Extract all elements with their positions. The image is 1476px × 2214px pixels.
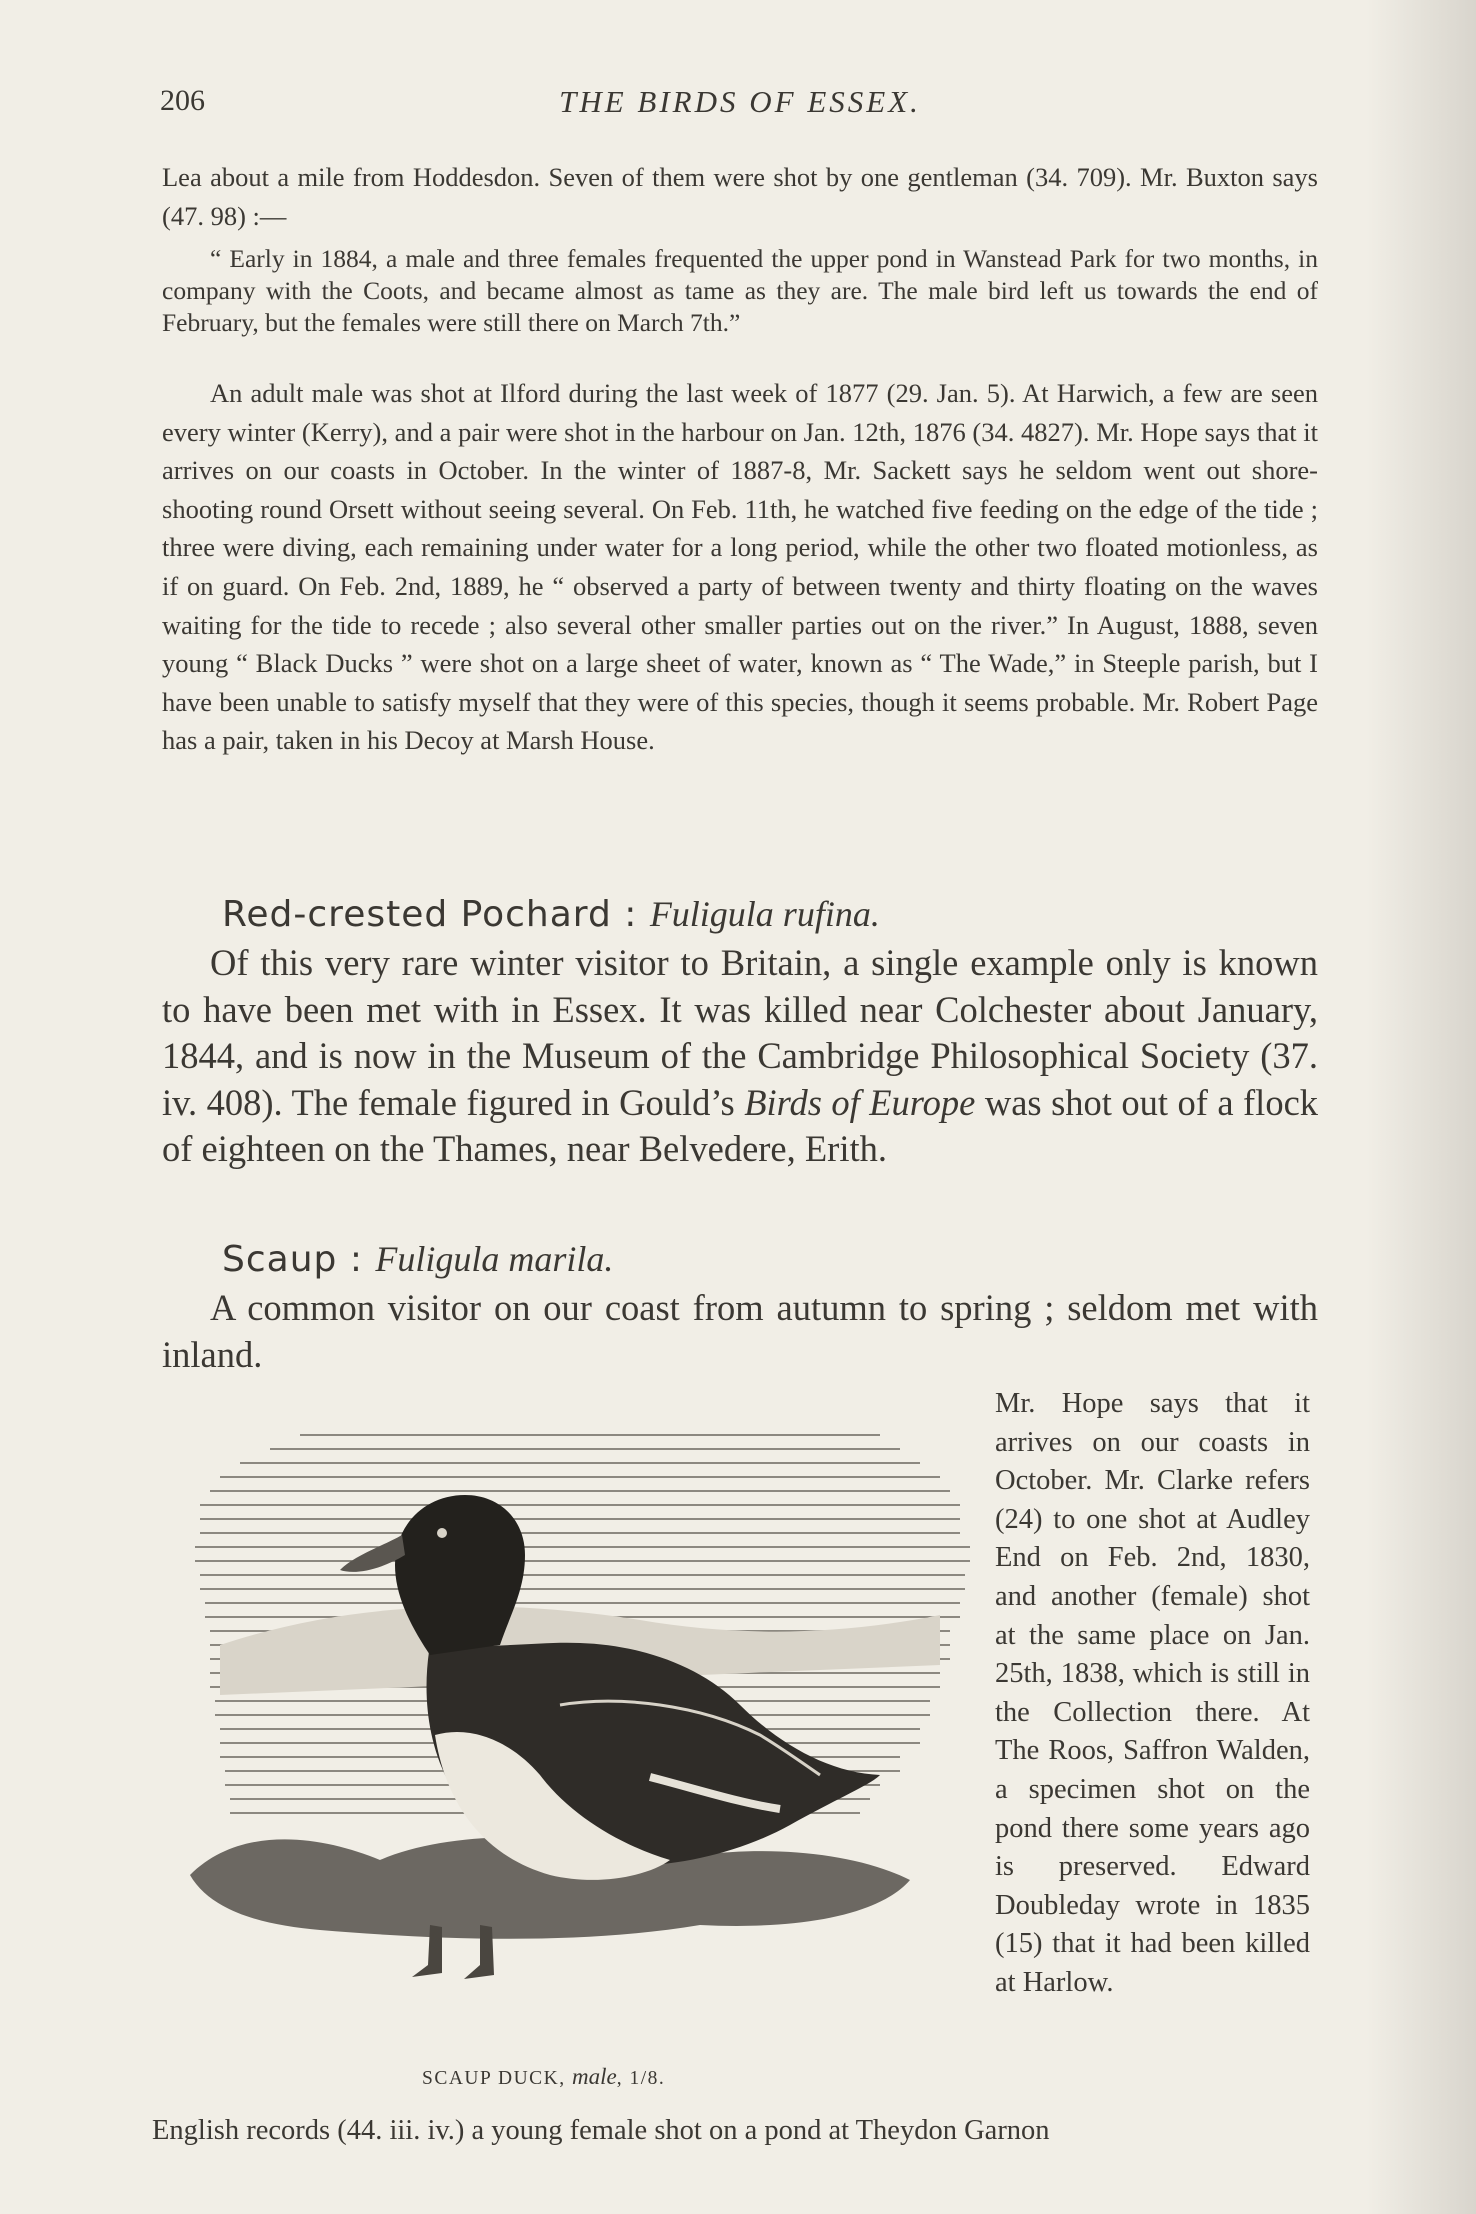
paragraph-tufted-duck-records: An adult male was shot at Ilford during the last week of 1877 (29. Jan. 5). At Harwich, a few are seen every winter (Kerry), and a pair were shot in the harbour on Jan. 12th, 1876 (34. 4827). Mr. Hope says that it arrives on our coasts in October. In the winter of 1887-8, Mr. Sackett says he seldom went out shore-shooting round Orsett without seeing several. On Feb. 11th, he watched five feeding on the edge of the tide ; three were diving, each remaining under water for a long period, while the other two floated motionless, as if on guard. On Feb. 2nd, 1889, he “ observed a party of between twenty and thirty floating on the waves waiting for the tide to recede ; also several other smaller parties out on the river.” In August, 1888, seven young “ Black Ducks ” were shot on a large sheet of water, known as “ The Wade,” in Steeple parish, but I have been unable to satisfy myself that they were of this species, though it seems probable. Mr. Robert Page has a pair, taken in his Decoy at Marsh House.: [162, 378, 1318, 756]
buxton-quote: “ Early in 1884, a male and three females frequented the upper pond in Wanstead Park for two months, in company with the Coots, and became almost as tame as they are. The male bird left us towards the end of February, but the females were still there on March 7th.”: [162, 244, 1318, 337]
scaup-duck-engraving: [180, 1405, 980, 2025]
intro-paragraph: Lea about a mile from Hoddesdon. Seven of them were shot by one gentleman (34. 709). Mr. Buxton says (47. 98) :—: [162, 162, 1318, 231]
running-header: [160, 84, 1320, 124]
side-column-paragraph: Mr. Hope says that it arrives on our coasts in October. Mr. Clarke refers (24) to one shot at Audley End on Feb. 2nd, 1830, and another (female) shot at the same place on Jan. 25th, 1838, which is still in the Collection there. At The Roos, Saffron Walden, a specimen shot on the pond there some years ago is preserved. Edward Doubleday wrote in 1835 (15) that it had been killed at Harlow.: [995, 1388, 1310, 1998]
page-number: 206: [160, 84, 205, 117]
heading-scientific-name: Fuligula marila.: [375, 1239, 614, 1279]
book-title: Birds of Europe: [744, 1081, 976, 1123]
paragraph-red-crested-pochard: Of this very rare winter visitor to Britain, a single example only is known to have been met with in Essex. It was killed near Colchester about January, 1844, and is now in the Museum of the Cambridge Philosophical Society (37. iv. 408). The female figured in Gould’s Birds of Europe was shot out of a flock of eighteen on the Thames, near Belvedere, Erith.: [162, 942, 1319, 1170]
heading-scaup: Scaup : Fuligula marila.: [222, 1239, 614, 1280]
bottom-line: English records (44. iii. iv.) a young female shot on a pond at Theydon Garnon: [152, 2115, 1050, 2146]
paragraph-scaup: A common visitor on our coast from autumn to spring ; seldom met with inland.: [162, 1287, 1318, 1375]
heading-common-name: Scaup: [222, 1239, 338, 1280]
heading-scientific-name: Fuligula rufina.: [649, 894, 880, 934]
figure-caption: SCAUP DUCK, male, 1/8.: [422, 2064, 666, 2089]
running-title: THE BIRDS OF ESSEX.: [559, 84, 921, 119]
heading-red-crested-pochard: Red-crested Pochard : Fuligula rufina.: [222, 894, 880, 935]
page-shadow: [1366, 0, 1476, 2214]
heading-common-name: Red-crested Pochard: [222, 894, 612, 935]
